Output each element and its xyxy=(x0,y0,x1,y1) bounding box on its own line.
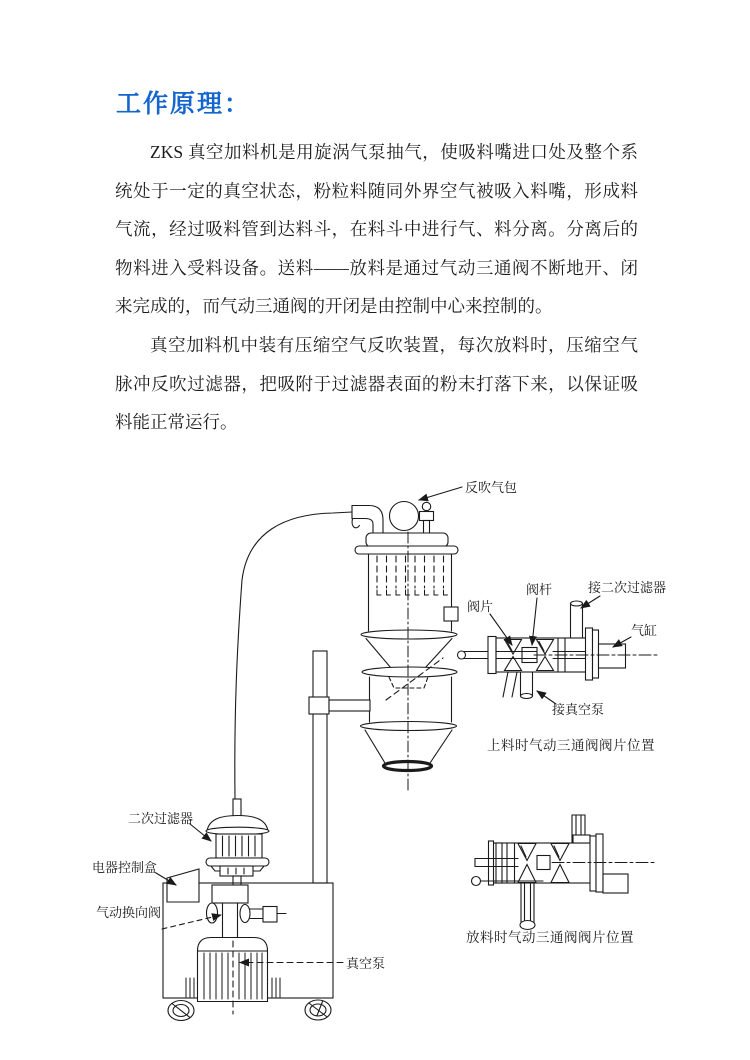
hopper-side-port xyxy=(444,607,458,621)
hopper-flange xyxy=(355,546,458,554)
filter-elements xyxy=(377,556,444,588)
suction-hose xyxy=(235,512,352,799)
blowback-airbag-shape xyxy=(390,502,419,531)
caption-discharging-position: 放料时气动三通阀阀片位置 xyxy=(466,930,634,945)
label-valve-stem: 阀杆 xyxy=(526,582,553,597)
label-air-cylinder: 气缸 xyxy=(631,623,658,638)
support-arm-block xyxy=(309,697,329,714)
label-secondary-filter: 二次过滤器 xyxy=(128,811,194,826)
leader-to-secondary-filter xyxy=(581,596,600,608)
main-machine-drawing xyxy=(163,502,458,1021)
label-to-vacuum-pump: 接真空泵 xyxy=(552,702,605,717)
secondary-filter-unit xyxy=(206,799,269,886)
label-valve-plate: 阀片 xyxy=(467,599,494,614)
discharging-valve-drawing xyxy=(472,815,656,930)
label-blowback-airbag: 反吹气包 xyxy=(465,480,518,495)
support-arm-beam xyxy=(329,700,370,711)
support-post xyxy=(313,651,327,883)
label-to-secondary-filter: 接二次过滤器 xyxy=(588,580,667,595)
caster-wheel-left xyxy=(168,1001,194,1021)
flap-valve-hidden xyxy=(386,658,443,700)
filter-element-feet xyxy=(377,590,448,595)
leader-blowback-airbag xyxy=(419,487,462,500)
caster-wheel-right xyxy=(305,1000,331,1020)
page-title: 工作原理： xyxy=(116,91,252,118)
vacuum-pump-shape xyxy=(186,938,280,1015)
air-cylinder-shape-feeding xyxy=(599,644,626,668)
label-pneumatic-reversing-valve: 气动换向阀 xyxy=(96,905,162,920)
reversing-valve-assembly xyxy=(207,885,287,940)
label-vacuum-pump: 真空泵 xyxy=(346,956,386,971)
caption-feeding-position: 上料时气动三通阀阀片位置 xyxy=(487,738,655,753)
label-electric-control-box: 电器控制盒 xyxy=(92,860,158,875)
feeding-valve-drawing xyxy=(458,601,661,699)
air-cylinder-shape-discharging xyxy=(603,874,628,893)
paragraph-blowback: 真空加料机中装有压缩空气反吹装置，每次放料时，压缩空气脉冲反吹过滤器，把吸附于过滤器表面的粉末打落下来，以保证吸料能正常运行。 xyxy=(115,334,638,433)
hopper-lid xyxy=(366,533,448,547)
inlet-elbow-pipe xyxy=(352,506,383,537)
paragraph-working-principle: ZKS 真空加料机是用旋涡气泵抽气，使吸料嘴进口处及整个系统处于一定的真空状态，粉粒料随同外界空气被吸入料嘴，形成料气流，经过吸料管到达料斗，在料斗中进行气、料分离。分离后的物料进入受料设备。送料——放料是通过气动三通阀不断地开、闭来完成的，而气动三通阀的开闭是由控制中心来控制的。 xyxy=(115,142,638,317)
pulse-valve xyxy=(420,502,434,534)
electric-control-box-shape xyxy=(167,869,199,902)
